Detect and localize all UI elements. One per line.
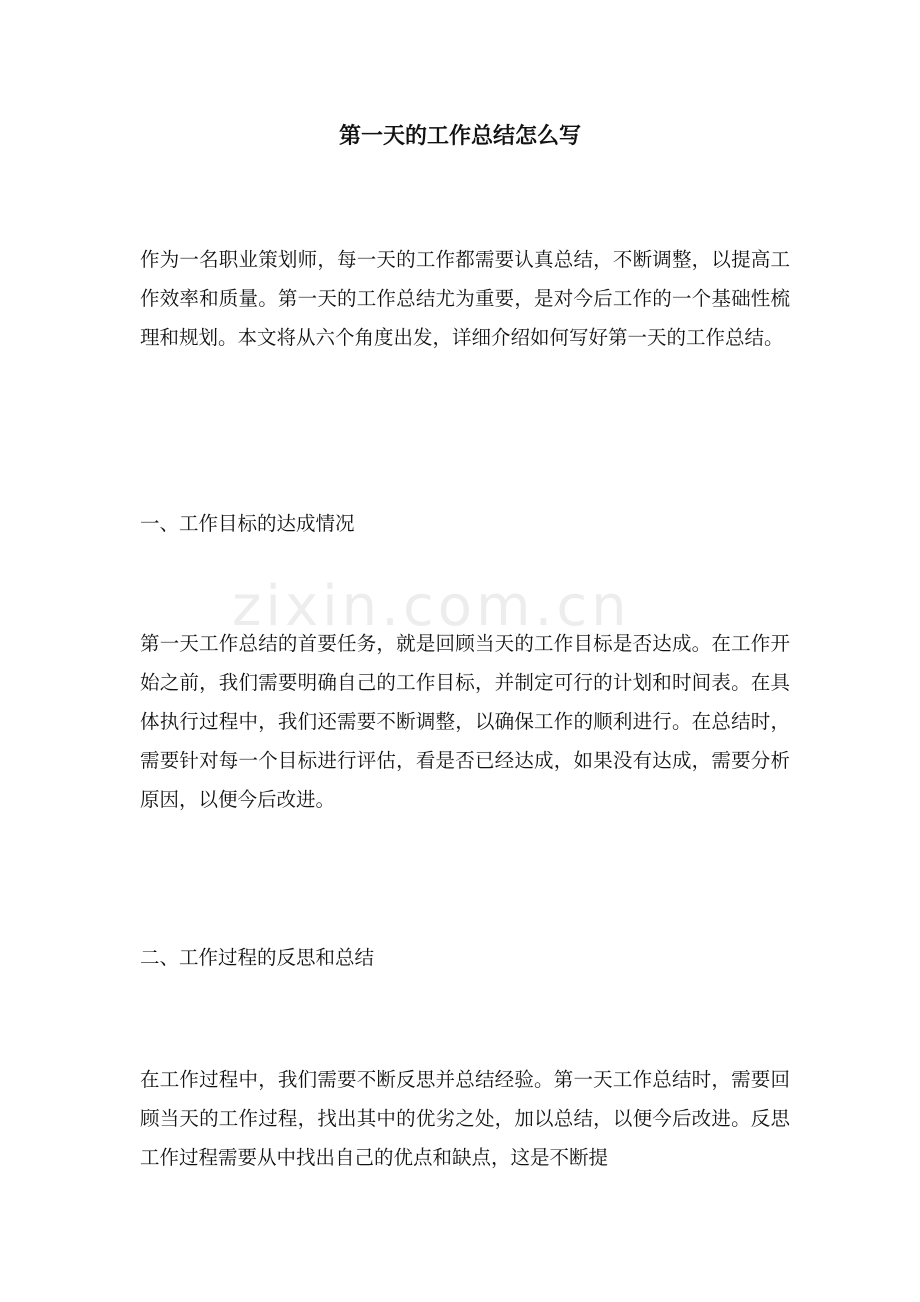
section-heading-1: 一、工作目标的达成情况 bbox=[140, 512, 355, 535]
watermark: zixin.com.cn bbox=[232, 574, 631, 639]
intro-paragraph: 作为一名职业策划师，每一天的工作都需要认真总结，不断调整，以提高工作效率和质量。第一天的工作总结尤为重要，是对今后工作的一个基础性梳理和规划。本文将从六个角度出发，详细介绍如何写好第一天的工作总结。 bbox=[140, 248, 790, 349]
section-body-1: 第一天工作总结的首要任务，就是回顾当天的工作目标是否达成。在工作开始之前，我们需要明确自己的工作目标，并制定可行的计划和时间表。在具体执行过程中，我们还需要不断调整，以确保工作的顺利进行。在总结时，需要针对每一个目标进行评估，看是否已经达成，如果没有达成，需要分析原因，以便今后改进。 bbox=[140, 632, 790, 811]
section-body-2: 在工作过程中，我们需要不断反思并总结经验。第一天工作总结时，需要回顾当天的工作过程，找出其中的优劣之处，加以总结，以便今后改进。反思工作过程需要从中找出自己的优点和缺点，这是不断提 bbox=[140, 1068, 790, 1169]
document-title: 第一天的工作总结怎么写 bbox=[338, 123, 581, 149]
section-heading-2: 二、工作过程的反思和总结 bbox=[140, 946, 375, 969]
